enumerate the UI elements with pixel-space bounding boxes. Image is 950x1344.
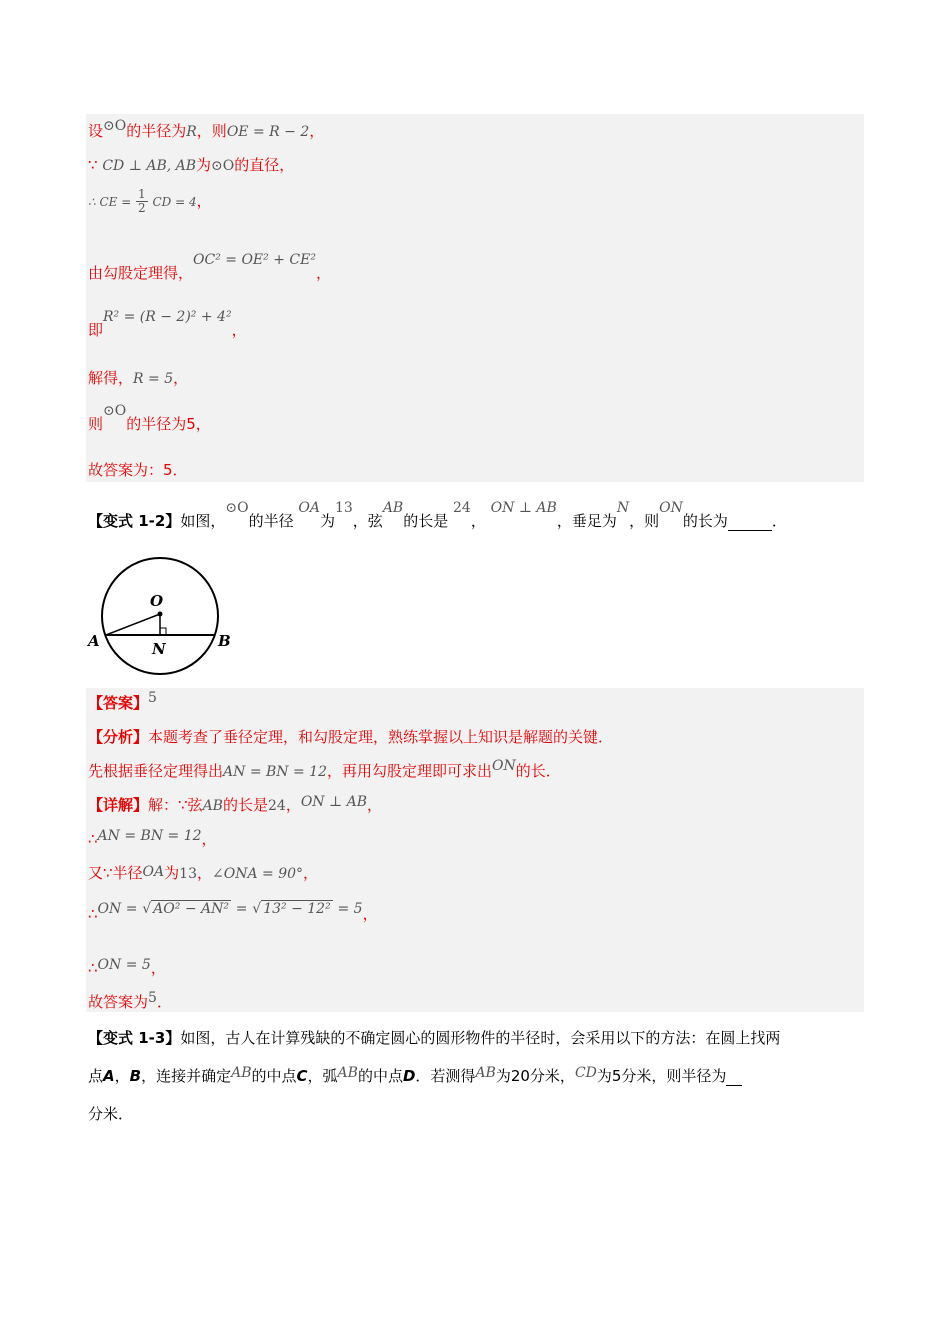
solution1-line-4: 由勾股定理得，OC² = OE² + CE²， [88,252,331,282]
solution1-line-5: 即R² = (R − 2)² + 4²， [88,309,247,339]
detail-line-5: ∴ON = 5， [88,957,166,977]
center-point [158,612,163,617]
solution1-line-6: 解得，R = 5， [88,369,189,387]
analysis-line-2: 先根据垂径定理得出AN = BN = 12，再用勾股定理即可求出ON的长． [88,758,561,780]
solution1-line-7: 则⊙O的半径为5， [88,403,211,433]
detail-line-2: ∴AN = BN = 12， [88,828,217,848]
problem3-line-3: 分米． [88,1105,134,1123]
segment-ao [106,614,160,635]
answer2-line: 【答案】5 [88,690,157,712]
fraction-one-half: $\frac{1}{2}$ [138,187,146,215]
solution1-line-1: 设⊙O的半径为R，则OE = R − 2， [88,118,325,140]
circle-figure [86,552,236,682]
solution1-line-8: 故答案为：5． [88,461,188,479]
detail-line-3: 又∵半径OA为13，∠ONA = 90°， [88,864,319,882]
problem3-line-2: 点A，B，连接并确定AB的中点C，弧AB的中点D．若测得AB为20分米，CD为5分米，则半径为 [88,1065,742,1086]
label-n: N [152,640,166,658]
detail-line-4: ∴ON = √ AO² − AN² = √ 13² − 12² = 5， [88,901,378,923]
analysis-line: 【分析】本题考查了垂径定理，和勾股定理，熟练掌握以上知识是解题的关键． [88,728,614,746]
right-angle-mark [160,628,166,635]
detail-line-1: 【详解】解：∵弦AB的长是24，ON ⊥ AB， [88,794,383,814]
answer-blank-3[interactable] [726,1067,742,1086]
detail-line-6: 故答案为5． [88,990,172,1011]
solution1-line-3: ∴ CE = $\frac{1}{2}$ CD = 4， [88,187,212,215]
label-o: O [150,592,164,610]
solution1-line-2: ∵ CD ⊥ AB, AB为⊙O的直径， [88,156,295,174]
problem3-line-1: 【变式 1-3】如图，古人在计算残缺的不确定圆心的圆形物件的半径时，会采用以下的方法：在圆上找两 [88,1029,781,1047]
problem2-statement: 【变式 1-2】如图，⊙O的半径 OA为13，弦AB的长是 24， ON ⊥ AB，垂足为N，则ON的长为 ． [88,500,787,530]
label-a: A [88,632,100,650]
label-b: B [218,632,231,650]
answer-blank[interactable] [728,512,772,531]
